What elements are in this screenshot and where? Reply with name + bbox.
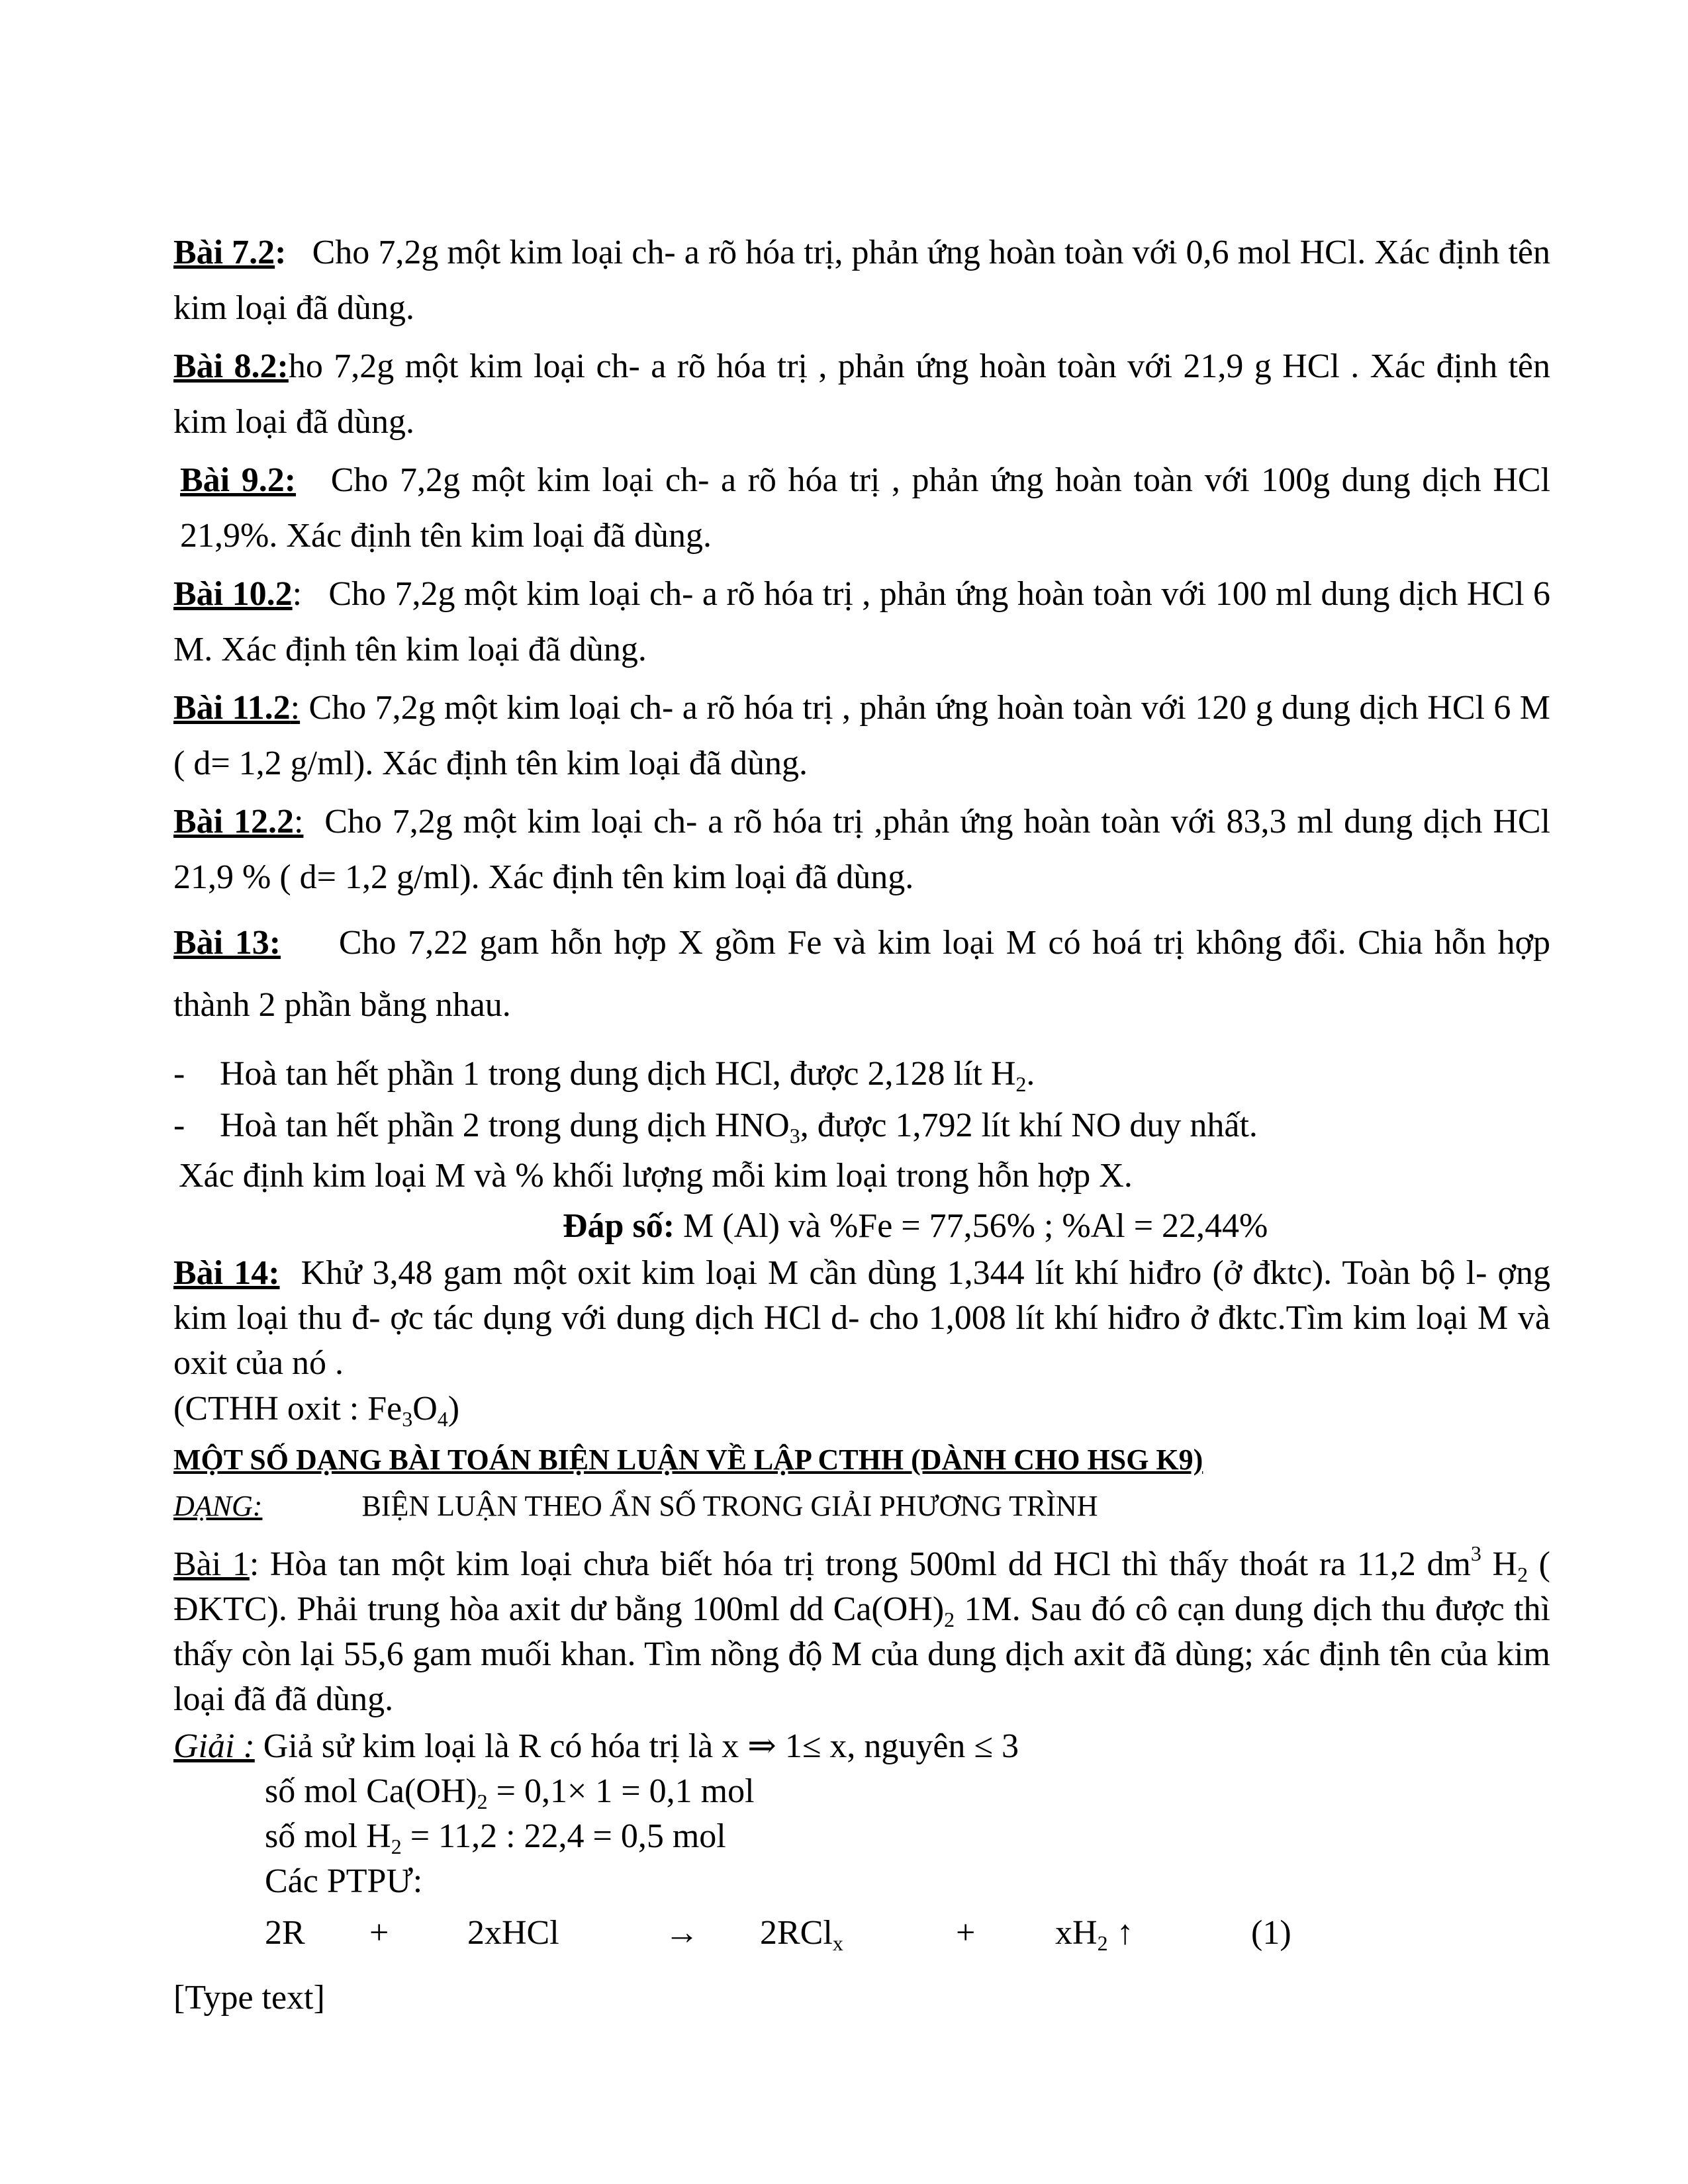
equation-hcl: 2xHCl — [467, 1914, 559, 1952]
subscript: x — [832, 1931, 843, 1955]
solution-text: = 11,2 : 22,4 = 0,5 mol — [401, 1817, 726, 1855]
exercise-bai-1 — [173, 1542, 1550, 1722]
footer-text: [Type text] — [173, 1979, 325, 2017]
dang-line — [173, 1489, 1098, 1523]
item-text: Hoà tan hết phần 2 trong dung dịch HNO — [220, 1107, 790, 1144]
equation-h2 — [1055, 1910, 1134, 1956]
exercise-text: ho 7,2g một kim loại ch- a rõ hóa trị , phản ứng hoàn toàn với 21,9 g HCl . Xác định tên kim loại đã dùng. — [173, 347, 1550, 441]
exercise-10-2 — [173, 567, 1550, 678]
exercise-12-2 — [173, 794, 1550, 905]
exercise-label: Bài 7.2 — [173, 234, 275, 271]
section-heading: MỘT SỐ DẠNG BÀI TOÁN BIỆN LUẬN VỀ LẬP CTHH (DÀNH CHO HSG K9) — [173, 1443, 1203, 1476]
exercise-13 — [173, 912, 1550, 1036]
dang-text: BIỆN LUẬN THEO ẨN SỐ TRONG GIẢI PHƯƠNG TRÌNH — [361, 1490, 1098, 1522]
dash-bullet: - — [173, 1055, 185, 1093]
subscript: 4 — [437, 1407, 448, 1431]
cthh-text: ) — [447, 1390, 460, 1428]
subscript: 2 — [391, 1835, 402, 1858]
exercise-text: Cho 7,2g một kim loại ch- a rõ hóa trị , phản ứng hoàn toàn với 100 ml dung dịch HCl 6 M. Xác định tên kim loại đã dùng. — [173, 575, 1551, 668]
bai13-answer — [563, 1203, 1268, 1250]
label-colon: : — [275, 234, 287, 271]
exercise-label: Bài 9.2: — [180, 461, 297, 499]
exercise-label: Bài 13: — [173, 924, 281, 962]
bai13-item-1 — [173, 1051, 1035, 1097]
exercise-text: Cho 7,2g một kim loại ch- a rõ hóa trị, phản ứng hoàn toàn với 0,6 mol HCl. Xác định tên kim loại đã dùng. — [173, 234, 1550, 327]
exercise-11-2 — [173, 680, 1550, 792]
exercise-label: Bài 8.2: — [173, 347, 289, 385]
bai14-cthh — [173, 1386, 459, 1432]
solution-text: = 0,1× 1 = 0,1 mol — [487, 1772, 755, 1810]
item-text: Hoà tan hết phần 1 trong dung dịch HCl, được 2,128 lít H — [220, 1055, 1016, 1093]
equation-h2-text: xH — [1055, 1914, 1098, 1952]
subscript: 3 — [789, 1124, 800, 1148]
solution-text: số mol H — [265, 1817, 391, 1855]
exercise-text: Cho 7,22 gam hỗn hợp X gồm Fe và kim loại M có hoá trị không đổi. Chia hỗn hợp thành 2 phần bằng nhau. — [173, 924, 1551, 1024]
exercise-text: Cho 7,2g một kim loại ch- a rõ hóa trị ,phản ứng hoàn toàn với 83,3 ml dung dịch HCl 21,9 % ( d= 1,2 g/ml). Xác định tên kim loại đã dùng. — [173, 803, 1551, 896]
exercise-8-2 — [173, 339, 1550, 450]
exercise-text: Cho 7,2g một kim loại ch- a rõ hóa trị , phản ứng hoàn toàn với 100g dung dịch HCl 21,9%. Xác định tên kim loại đã dùng. — [180, 461, 1551, 555]
solution-line-3 — [265, 1813, 726, 1860]
subscript: 2 — [1015, 1072, 1027, 1096]
answer-label: Đáp số: — [563, 1207, 675, 1245]
solution-label: Giải : — [173, 1727, 255, 1765]
exercise-text: H — [1481, 1545, 1518, 1583]
exercise-14 — [173, 1251, 1550, 1386]
label-colon: : — [292, 575, 303, 613]
equation-plus-1: + — [369, 1914, 389, 1952]
solution-line-1 — [173, 1723, 1019, 1770]
label-colon: : — [294, 803, 304, 841]
subscript: 2 — [1517, 1563, 1528, 1586]
exercise-9-2 — [180, 453, 1550, 564]
subscript: 2 — [944, 1608, 955, 1631]
exercise-text: ( ĐKTC). Phải trung hòa axit dư bằng 100ml dd Ca(OH) — [173, 1545, 1550, 1628]
label-colon: : — [290, 689, 301, 727]
exercise-text: Khử 3,48 gam một oxit kim loại M cần dùng 1,344 lít khí hiđro (ở đktc). Toàn bộ l- ợng kim loại thu đ- ợc tác dụng với dung dịch HCl d- cho 1,008 lít khí hiđro ở đktc.Tìm kim loại M và oxit của nó . — [173, 1254, 1550, 1382]
dang-label: DẠNG: — [173, 1490, 263, 1522]
solution-text: số mol Ca(OH) — [265, 1772, 477, 1810]
bai13-item-2 — [173, 1103, 1258, 1149]
superscript: 3 — [1470, 1541, 1481, 1565]
exercise-label: Bài 11.2 — [173, 689, 291, 727]
exercise-7-2 — [173, 225, 1550, 336]
dash-bullet: - — [173, 1107, 185, 1144]
cthh-text: (CTHH oxit : Fe — [173, 1390, 402, 1428]
equation-arrow: → — [665, 1914, 699, 1952]
equation-number: (1) — [1251, 1914, 1291, 1952]
equation-rcl — [760, 1910, 843, 1956]
subscript: 3 — [402, 1407, 413, 1431]
bai13-question: Xác định kim loại M và % khối lượng mỗi kim loại trong hỗn hợp X. — [179, 1157, 1133, 1195]
solution-line-4: Các PTPƯ: — [265, 1862, 423, 1900]
equation-rcl-text: 2RCl — [760, 1914, 833, 1952]
exercise-text: : Hòa tan một kim loại chưa biết hóa trị trong 500ml dd HCl thì thấy thoát ra 11,2 dm — [249, 1545, 1471, 1583]
exercise-text: 1M. Sau đó cô cạn dung dịch thu được thì thấy còn lại 55,6 gam muối khan. Tìm nồng độ M của dung dịch axit đã dùng; xác định tên của kim loại đã đã dùng. — [173, 1590, 1550, 1718]
subscript: 2 — [477, 1790, 488, 1813]
equation-plus-2: + — [956, 1914, 976, 1952]
subscript: 2 — [1097, 1931, 1108, 1955]
exercise-label: Bài 1 — [173, 1545, 250, 1583]
exercise-label: Bài 10.2 — [173, 575, 293, 613]
solution-line-2 — [265, 1768, 755, 1815]
exercise-label: Bài 12.2 — [173, 803, 294, 841]
exercise-label: Bài 14: — [173, 1254, 280, 1292]
cthh-text: O — [412, 1390, 438, 1428]
item-text-end: . — [1026, 1055, 1035, 1093]
up-arrow-icon: ↑ — [1107, 1914, 1134, 1952]
exercise-text: Cho 7,2g một kim loại ch- a rõ hóa trị , phản ứng hoàn toàn với 120 g dung dịch HCl 6 M ( d= 1,2 g/ml). Xác định tên kim loại đã dùng. — [173, 689, 1551, 782]
solution-text: Giả sử kim loại là R có hóa trị là x ⇒ 1≤ x, nguyên ≤ 3 — [254, 1727, 1019, 1765]
answer-text: M (Al) và %Fe = 77,56% ; %Al = 22,44% — [675, 1207, 1268, 1245]
item-text-end: , được 1,792 lít khí NO duy nhất. — [800, 1107, 1258, 1144]
equation-r: 2R — [265, 1914, 305, 1952]
